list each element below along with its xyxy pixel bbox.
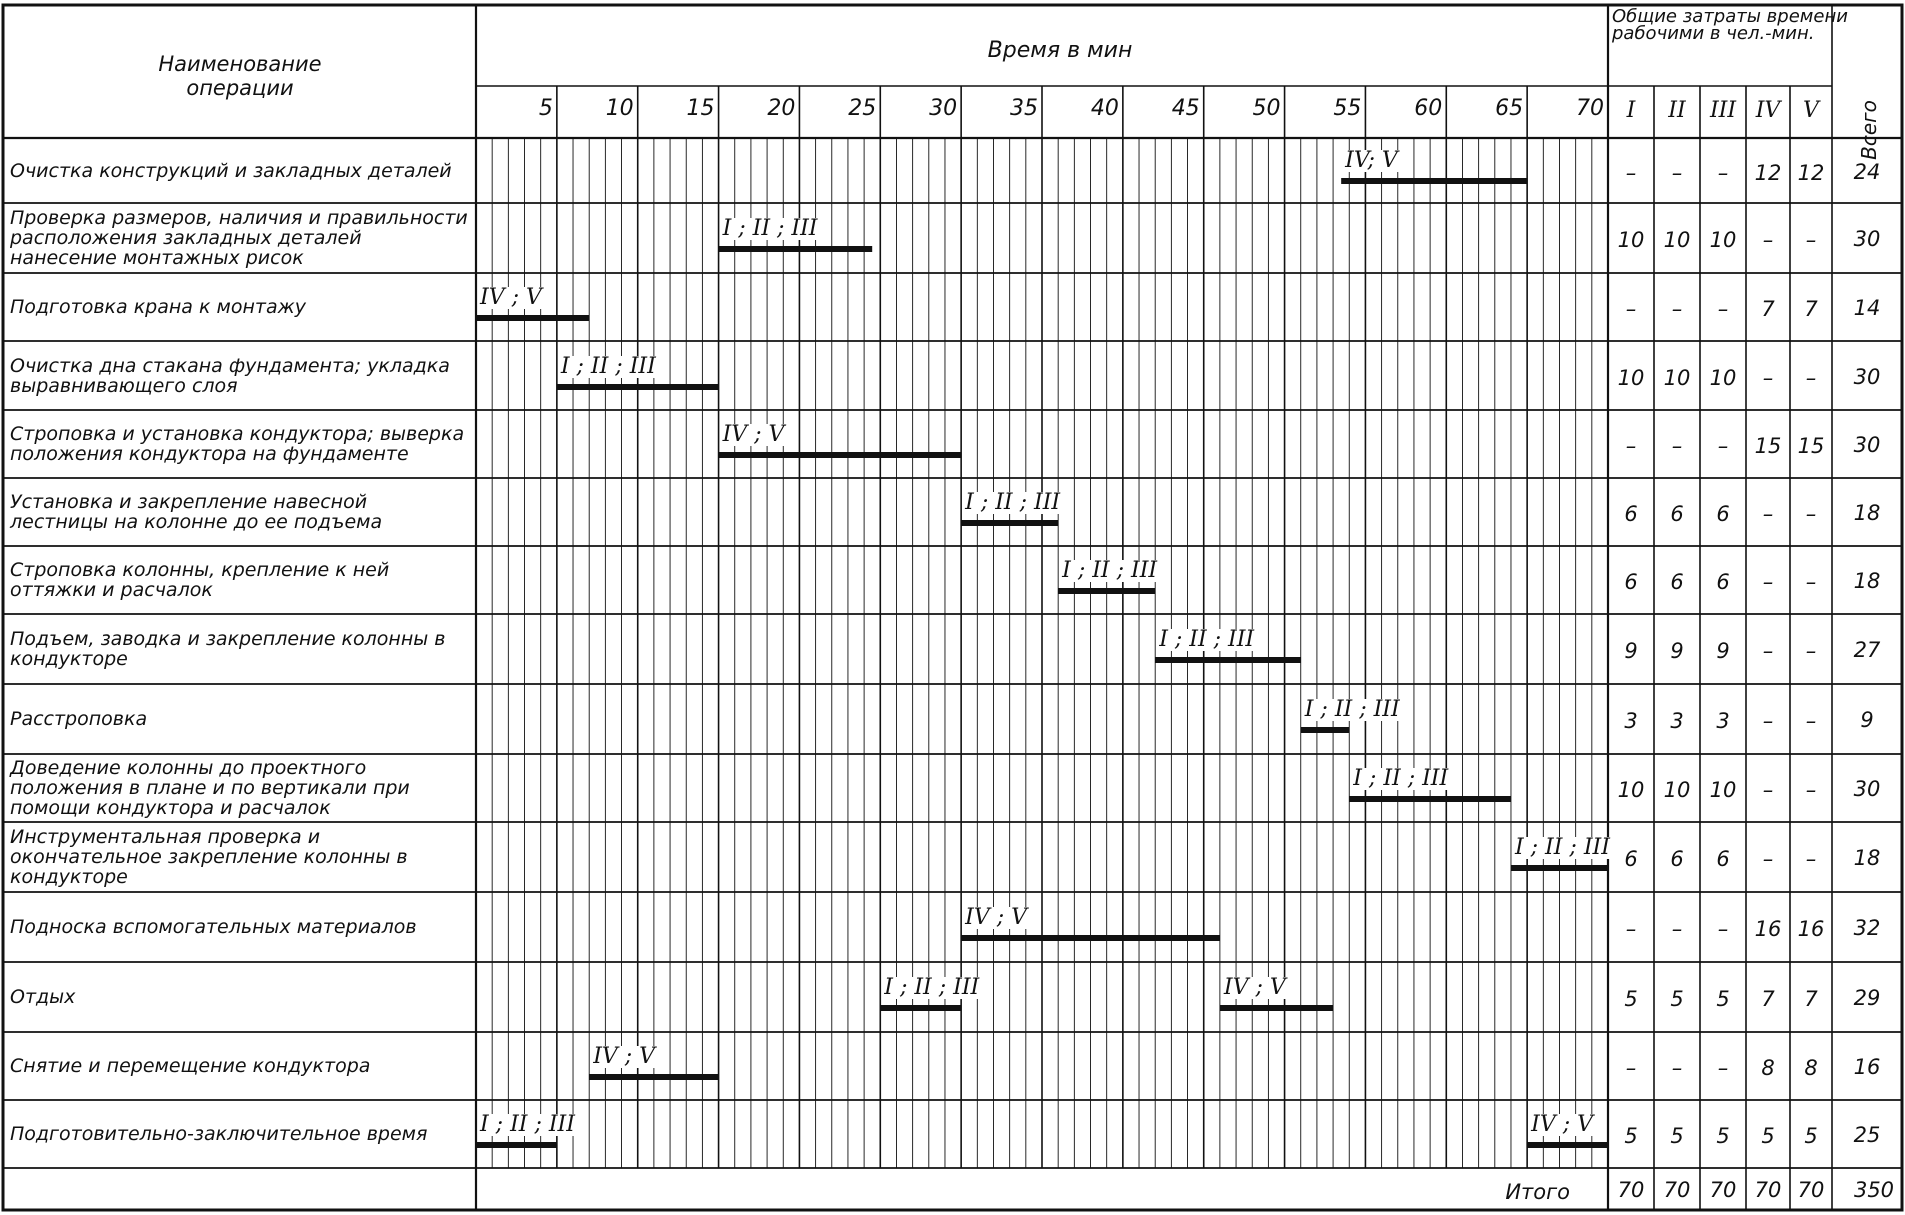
row-total: 30: [1853, 364, 1881, 389]
worker-column-header: II: [1668, 98, 1686, 123]
worker-cost: –: [1625, 917, 1637, 941]
schedule-bar: [961, 520, 1058, 526]
row-total: 27: [1853, 638, 1881, 662]
worker-total-cost: 70: [1754, 1178, 1782, 1202]
worker-cost: 6: [1624, 570, 1638, 594]
worker-cost: 12: [1754, 160, 1782, 185]
worker-cost: 10: [1663, 365, 1691, 390]
worker-cost: 3: [1670, 709, 1684, 733]
worker-cost: 7: [1804, 987, 1818, 1011]
bar-worker-label: I ; II ; III: [965, 490, 1061, 515]
worker-column-header: III: [1709, 98, 1737, 123]
bar-worker-label: I ; II ; III: [560, 354, 656, 379]
worker-cost: –: [1805, 709, 1817, 733]
worker-cost: 6: [1716, 570, 1730, 594]
time-mark: 35: [1009, 96, 1038, 121]
row-total: 18: [1853, 846, 1881, 870]
bar-worker-label: IV ; V: [722, 422, 785, 447]
worker-cost: 15: [1754, 434, 1782, 458]
operation-name: Подготовительно-заключительное время: [10, 1123, 428, 1145]
worker-cost: –: [1805, 228, 1817, 252]
worker-cost: 5: [1804, 1124, 1818, 1148]
operation-name: Инструментальная проверка и окончательное закрепление колонны в кондукторе: [10, 826, 408, 888]
operation-name: Отдых: [10, 986, 76, 1008]
row-total: 9: [1860, 708, 1874, 732]
schedule-bar: [1058, 588, 1155, 594]
worker-total-cost: 70: [1617, 1178, 1645, 1202]
worker-cost: 5: [1624, 987, 1638, 1011]
row-total: 24: [1853, 159, 1881, 184]
schedule-bar: [1155, 657, 1301, 663]
schedule-bar: [961, 935, 1220, 941]
operation-name: Установка и закрепление навесной лестницы на колонне до ее подъема: [10, 491, 383, 533]
worker-cost: –: [1762, 365, 1774, 390]
worker-cost: –: [1762, 639, 1774, 663]
operation-name: Очистка дна стакана фундамента; укладка выравнивающего слоя: [10, 354, 450, 397]
worker-cost: –: [1717, 1056, 1729, 1080]
worker-cost: –: [1671, 160, 1683, 185]
worker-cost: –: [1671, 1056, 1683, 1080]
worker-cost: 3: [1624, 709, 1638, 733]
time-mark: 15: [686, 96, 715, 121]
row-total: 16: [1853, 1055, 1881, 1079]
worker-cost: –: [1805, 847, 1817, 871]
worker-cost: –: [1671, 917, 1683, 941]
worker-cost: 5: [1761, 1124, 1775, 1148]
operation-name: Строповка колонны, крепление к ней оттяжки и расчалок: [10, 559, 390, 601]
time-mark: 5: [538, 96, 553, 121]
worker-cost: 5: [1716, 987, 1730, 1011]
worker-cost: 9: [1716, 639, 1730, 663]
worker-cost: 6: [1716, 847, 1730, 871]
worker-cost: 8: [1761, 1056, 1775, 1080]
worker-cost: –: [1625, 160, 1637, 185]
worker-cost: –: [1762, 502, 1774, 526]
row-total: 30: [1853, 777, 1881, 801]
worker-cost: –: [1625, 1056, 1637, 1080]
worker-cost: –: [1762, 778, 1774, 802]
time-mark: 70: [1575, 96, 1604, 121]
worker-cost: –: [1805, 639, 1817, 663]
worker-cost: 6: [1670, 502, 1684, 526]
row-total: 30: [1853, 433, 1881, 457]
schedule-bar: [880, 1005, 961, 1011]
time-mark: 10: [605, 96, 634, 121]
schedule-bar: [719, 246, 873, 252]
worker-cost: –: [1762, 570, 1774, 594]
worker-total-cost: 70: [1709, 1178, 1737, 1202]
worker-cost: 6: [1670, 570, 1684, 594]
worker-cost: 3: [1716, 709, 1730, 733]
worker-cost: 10: [1709, 228, 1737, 252]
schedule-bar: [1349, 796, 1511, 802]
operation-column-header: Наименование операции: [158, 52, 322, 100]
operation-name: Расстроповка: [10, 708, 148, 730]
operation-name: Строповка и установка кондуктора; выверка положения кондуктора на фундаменте: [10, 423, 465, 465]
worker-cost: 6: [1716, 502, 1730, 526]
worker-cost: 7: [1761, 297, 1775, 321]
bar-worker-label: IV ; V: [480, 285, 542, 310]
worker-cost: 5: [1670, 987, 1684, 1011]
row-total: 30: [1853, 227, 1881, 251]
time-mark: 30: [929, 96, 958, 121]
operation-name: Подноска вспомогательных материалов: [10, 916, 417, 938]
operation-name: Проверка размеров, наличия и правильности расположения закладных деталей нанесение монтажных рисок: [10, 207, 468, 269]
time-mark: 65: [1495, 96, 1524, 121]
schedule-bar: [1527, 1142, 1608, 1148]
worker-cost: 6: [1670, 847, 1684, 871]
schedule-bar: [476, 1142, 557, 1148]
operation-name: Снятие и перемещение кондуктора: [10, 1055, 371, 1077]
time-mark: 25: [848, 96, 877, 121]
worker-cost: 10: [1709, 365, 1737, 390]
time-mark: 50: [1252, 96, 1281, 121]
worker-cost: 5: [1716, 1124, 1730, 1148]
worker-cost: 6: [1624, 502, 1638, 526]
bar-worker-label: IV ; V: [965, 905, 1028, 930]
bar-worker-label: I ; II ; III: [1353, 766, 1449, 791]
bar-worker-label: IV ; V: [593, 1044, 656, 1069]
schedule-bar: [1220, 1005, 1333, 1011]
time-mark: 60: [1414, 96, 1443, 121]
total-label: Итого: [1505, 1180, 1570, 1204]
worker-cost: –: [1717, 297, 1729, 321]
worker-cost: –: [1805, 502, 1817, 526]
worker-cost: –: [1717, 434, 1729, 458]
labor-cost-header: Общие затраты времени рабочими в чел.-мин.: [1612, 6, 1848, 44]
worker-cost: –: [1717, 160, 1729, 185]
worker-cost: 16: [1754, 917, 1782, 941]
worker-cost: 15: [1797, 434, 1825, 458]
worker-cost: –: [1717, 917, 1729, 941]
worker-cost: 10: [1617, 228, 1645, 252]
worker-cost: 5: [1624, 1124, 1638, 1148]
operation-name: Подготовка крана к монтажу: [10, 296, 306, 318]
schedule-bar: [589, 1074, 718, 1080]
worker-cost: 7: [1804, 297, 1818, 321]
worker-cost: –: [1625, 434, 1637, 458]
bar-worker-label: I ; II ; III: [1304, 697, 1400, 722]
bar-worker-label: I ; II ; III: [884, 975, 980, 1000]
row-total: 18: [1853, 501, 1881, 525]
row-total: 18: [1853, 569, 1881, 593]
worker-cost: 10: [1617, 365, 1645, 390]
bar-worker-label: IV ; V: [1531, 1112, 1594, 1137]
worker-cost: 10: [1709, 778, 1737, 802]
row-total: 14: [1853, 296, 1881, 320]
schedule-bar: [1301, 727, 1350, 733]
bar-worker-label: I ; II ; III: [1062, 558, 1158, 583]
bar-worker-label: I ; II ; III: [1514, 835, 1610, 860]
worker-cost: 10: [1617, 778, 1645, 802]
worker-cost: 5: [1670, 1124, 1684, 1148]
worker-cost: –: [1805, 570, 1817, 594]
worker-column-header: IV: [1755, 98, 1781, 123]
worker-column-header: I: [1626, 98, 1636, 123]
worker-cost: –: [1625, 297, 1637, 321]
operation-name: Очистка конструкций и закладных деталей: [10, 159, 452, 182]
row-total: 25: [1853, 1123, 1881, 1147]
worker-cost: 6: [1624, 847, 1638, 871]
worker-cost: 9: [1624, 639, 1638, 663]
operation-name: Подъем, заводка и закрепление колонны в кондукторе: [10, 628, 446, 670]
worker-cost: –: [1762, 228, 1774, 252]
worker-cost: –: [1805, 778, 1817, 802]
worker-total-cost: 70: [1797, 1178, 1825, 1202]
time-mark: 40: [1090, 96, 1119, 121]
worker-cost: –: [1762, 709, 1774, 733]
time-header: Время в мин: [987, 38, 1133, 63]
worker-cost: 8: [1804, 1056, 1818, 1080]
bar-worker-label: IV; V: [1345, 148, 1398, 173]
schedule-bar: [476, 315, 589, 321]
worker-cost: 9: [1670, 639, 1684, 663]
bar-worker-label: IV ; V: [1223, 975, 1286, 1000]
worker-cost: 7: [1761, 987, 1775, 1011]
total-column-header: Всего: [1857, 100, 1881, 160]
worker-cost: –: [1671, 434, 1683, 458]
schedule-bar: [1511, 865, 1608, 871]
worker-cost: 10: [1663, 228, 1691, 252]
worker-total-cost: 70: [1663, 1178, 1691, 1202]
schedule-bar: [557, 384, 719, 390]
worker-cost: 12: [1797, 160, 1825, 185]
worker-cost: 16: [1797, 917, 1825, 941]
schedule-bar: [719, 452, 962, 458]
bar-worker-label: I ; II ; III: [722, 216, 818, 241]
schedule-bar: [1341, 178, 1527, 184]
bar-worker-label: I ; II ; III: [1159, 627, 1255, 652]
time-mark: 55: [1333, 96, 1362, 121]
worker-cost: –: [1805, 365, 1817, 390]
worker-cost: –: [1671, 297, 1683, 321]
operation-name: Доведение колонны до проектного положения в плане и по вертикали при помощи кондуктора и расчалок: [10, 757, 410, 819]
bar-worker-label: I ; II ; III: [480, 1112, 575, 1137]
row-total: 32: [1853, 916, 1881, 940]
grand-total: 350: [1853, 1178, 1895, 1202]
time-mark: 45: [1171, 96, 1200, 121]
worker-column-header: V: [1803, 98, 1819, 123]
worker-cost: 10: [1663, 778, 1691, 802]
worker-cost: –: [1762, 847, 1774, 871]
time-mark: 20: [767, 96, 796, 121]
row-total: 29: [1853, 986, 1881, 1010]
